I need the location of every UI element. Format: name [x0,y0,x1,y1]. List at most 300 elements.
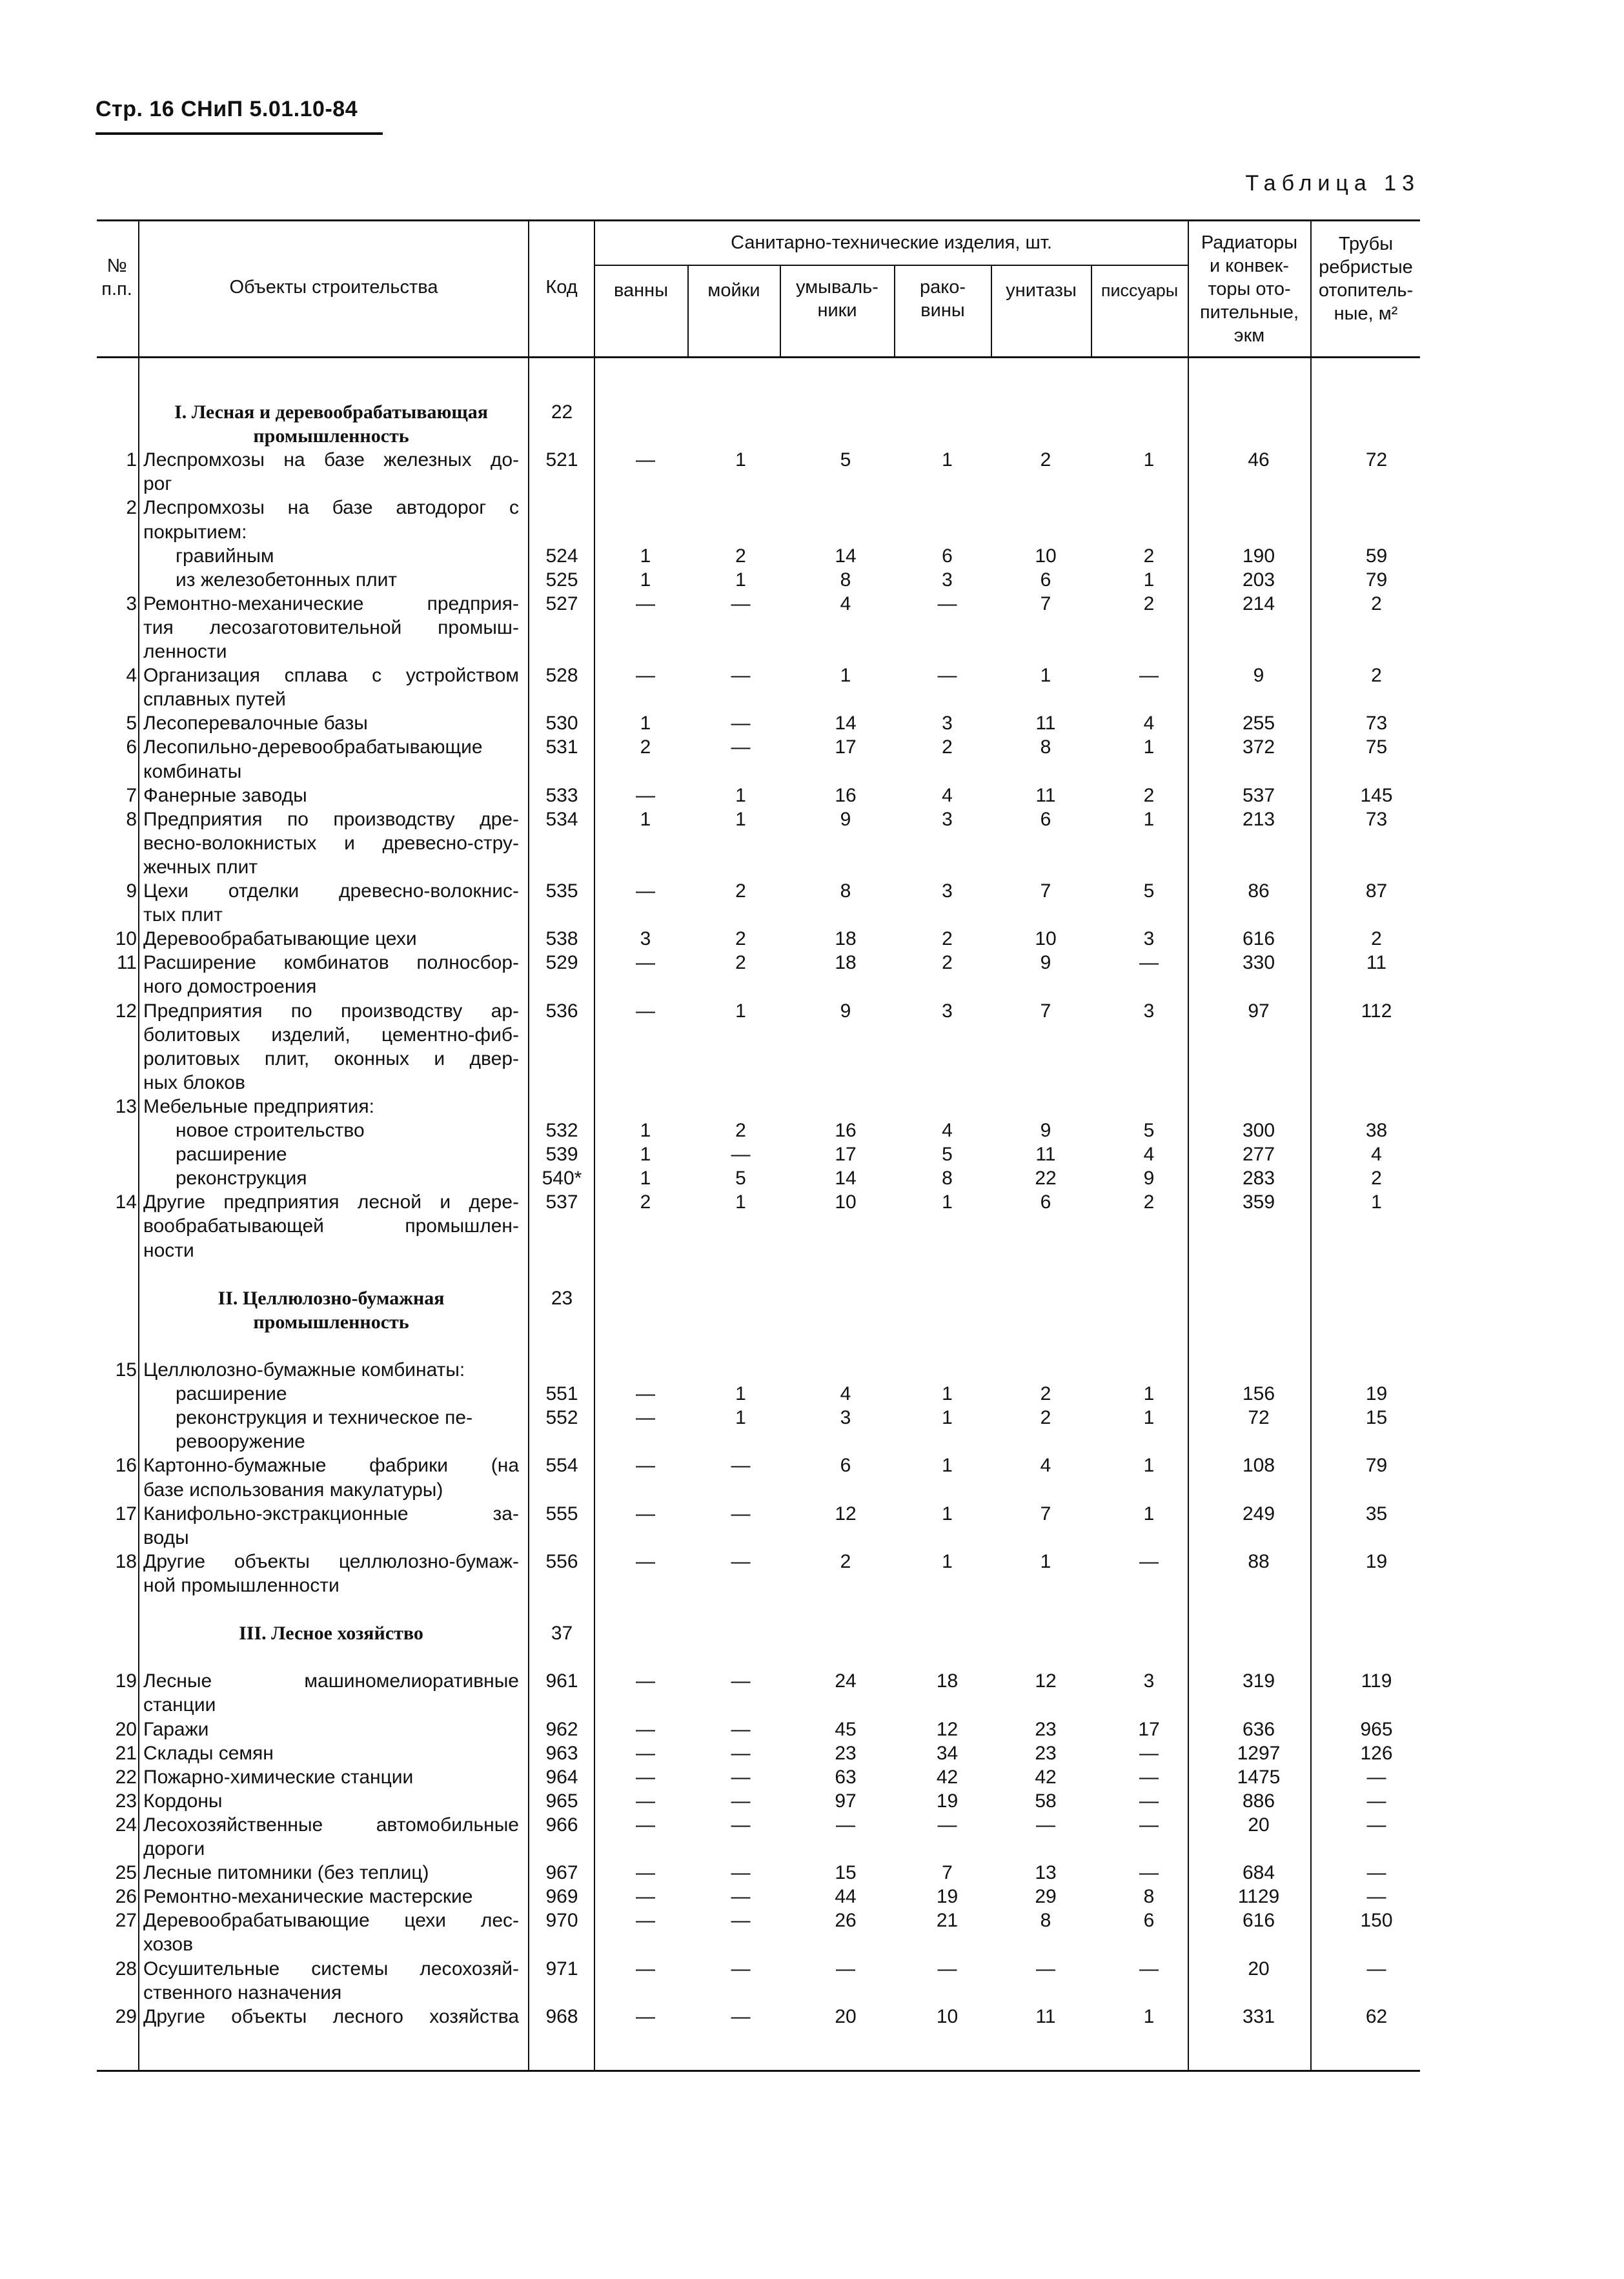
cell-radiators: 20 [1248,1814,1270,1836]
object-code: 23 [551,1287,573,1309]
cell-toilets: 8 [1040,736,1051,758]
cell-washbasins: 3 [840,1407,851,1429]
cell-sinks: 1 [735,1407,746,1429]
object-name: из железобетонных плит [176,569,398,591]
object-name: ной промышленности [143,1574,340,1596]
cell-baths: — [636,952,655,974]
cell-pipes: 150 [1360,1910,1393,1932]
cell-baths: 2 [640,736,651,758]
cell-radiators: 636 [1242,1718,1275,1740]
table-row [0,1382,1624,1406]
cell-lavatory-sinks: 1 [942,449,953,471]
cell-sinks: — [731,1766,751,1788]
table-row [0,1478,1624,1503]
cell-radiators: 88 [1248,1550,1270,1572]
cell-washbasins: 1 [840,665,851,687]
cell-washbasins: 4 [840,1383,851,1405]
cell-urinals: 2 [1143,593,1155,614]
table-row [0,1837,1624,1861]
cell-washbasins: 14 [835,713,857,734]
cell-sinks: 1 [735,784,746,806]
object-name: хозов [143,1934,194,1956]
header-num: № п.п. [101,256,132,299]
table-row [0,1813,1624,1838]
table-row [0,1453,1624,1478]
cell-washbasins: 10 [835,1191,857,1213]
cell-lavatory-sinks: 3 [942,713,953,734]
row-number: 21 [115,1742,137,1764]
table-row [0,903,1624,927]
cell-radiators: 97 [1248,1000,1270,1022]
table-row [0,1095,1624,1119]
cell-lavatory-sinks: 19 [936,1886,959,1908]
cell-radiators: 616 [1242,1910,1275,1932]
row-number: 4 [126,665,137,687]
cell-toilets: 23 [1035,1742,1057,1764]
cell-toilets: — [1036,1958,1055,1980]
object-name: Пожарно-химические станции [143,1766,414,1788]
table-row [0,1502,1624,1526]
cell-lavatory-sinks: 2 [942,928,953,950]
object-code: 963 [545,1742,578,1764]
cell-washbasins: 4 [840,593,851,614]
cell-washbasins: 18 [835,952,857,974]
cell-pipes: 119 [1361,1670,1392,1692]
cell-washbasins: 8 [840,569,851,591]
table-row [0,1909,1624,1933]
cell-washbasins: 9 [840,808,851,830]
cell-pipes: 75 [1365,736,1388,758]
cell-pipes: 72 [1365,449,1388,471]
cell-pipes: — [1366,1790,1386,1812]
table-row [0,424,1624,449]
cell-urinals: — [1139,1958,1159,1980]
table-row [0,711,1624,736]
cell-lavatory-sinks: 1 [942,1503,953,1524]
cell-toilets: 12 [1035,1670,1057,1692]
cell-baths: — [636,880,655,902]
table-row [0,1669,1624,1694]
object-name: Предприятия по производству дре- [143,808,519,830]
cell-toilets: 6 [1040,808,1051,830]
section-heading: II. Целлюлозно-бумажная [218,1287,445,1309]
object-code: 961 [545,1670,578,1692]
cell-lavatory-sinks: 3 [942,808,953,830]
object-name: ролитовых плит, оконных и двер- [143,1048,519,1069]
object-name: ленности [143,641,227,662]
cell-baths: — [636,593,655,614]
row-number: 13 [115,1095,137,1117]
table-top-rule [97,219,1420,221]
cell-urinals: — [1139,1790,1159,1812]
table-row [0,544,1624,569]
object-name: Цехи отделки древесно-волокнис- [143,880,519,902]
row-number: 19 [115,1670,137,1692]
table-row [0,1717,1624,1742]
spacer-row [0,1334,1624,1359]
cell-toilets: 10 [1035,545,1057,567]
cell-washbasins: 2 [840,1550,851,1572]
cell-lavatory-sinks: 4 [942,784,953,806]
cell-urinals: 3 [1143,1000,1155,1022]
row-number: 11 [116,952,137,974]
cell-radiators: 537 [1242,784,1275,806]
object-name: Другие предприятия лесной и дере- [143,1191,519,1213]
cell-sinks: 1 [735,569,746,591]
object-code: 533 [545,784,578,806]
section-heading: промышленность [253,425,409,447]
cell-urinals: 8 [1143,1886,1155,1908]
cell-pipes: 38 [1365,1120,1388,1141]
cell-pipes: 15 [1365,1407,1388,1429]
object-code: 524 [545,545,578,567]
cell-lavatory-sinks: 3 [942,1000,953,1022]
cell-urinals: 2 [1143,784,1155,806]
cell-urinals: 4 [1143,1144,1155,1166]
cell-radiators: 255 [1242,713,1275,734]
cell-pipes: 145 [1360,784,1393,806]
object-code: 534 [545,808,578,830]
object-name: Кордоны [143,1790,223,1812]
cell-washbasins: 14 [835,1168,857,1190]
row-number: 12 [115,1000,137,1022]
table-row [0,760,1624,784]
cell-radiators: 283 [1242,1168,1275,1190]
object-code: 37 [551,1623,573,1645]
cell-lavatory-sinks: 4 [942,1120,953,1141]
cell-lavatory-sinks: 18 [936,1670,959,1692]
cell-urinals: 1 [1143,808,1155,830]
cell-toilets: 6 [1040,569,1051,591]
cell-radiators: 684 [1242,1862,1275,1884]
row-number: 17 [115,1503,137,1524]
cell-sinks: — [731,1718,751,1740]
cell-toilets: 22 [1035,1168,1057,1190]
object-name: расширение [176,1383,287,1405]
cell-toilets: 2 [1040,1407,1051,1429]
cell-lavatory-sinks: 34 [936,1742,959,1764]
table-row [0,1693,1624,1717]
table-title: Таблица 13 [1245,171,1420,196]
object-code: 962 [545,1718,578,1740]
cell-toilets: 11 [1035,2005,1056,2027]
object-name: Расширение комбинатов полносбор- [143,952,519,974]
object-name: комбинаты [143,760,242,782]
cell-toilets: 11 [1035,784,1056,806]
cell-sinks: — [731,2005,751,2027]
table-row [0,1406,1624,1430]
cell-lavatory-sinks: — [937,593,957,614]
cell-urinals: 1 [1143,1383,1155,1405]
object-code: 555 [545,1503,578,1524]
cell-washbasins: 17 [835,736,857,758]
cell-lavatory-sinks: — [937,1958,957,1980]
object-name: тых плит [143,904,223,926]
cell-pipes: 126 [1360,1742,1393,1764]
header-bottom-rule [97,356,1420,358]
object-name: Канифольно-экстракционные за- [143,1503,519,1524]
row-number: 20 [115,1718,137,1740]
cell-radiators: 9 [1253,665,1264,687]
row-number: 28 [115,1958,137,1980]
cell-lavatory-sinks: 2 [942,736,953,758]
object-name: тия лесозаготовительной промыш- [143,616,519,638]
object-code: 965 [545,1790,578,1812]
cell-pipes: 2 [1371,928,1382,950]
cell-washbasins: 5 [840,449,851,471]
cell-sinks: — [731,1886,751,1908]
cell-pipes: 73 [1365,808,1388,830]
object-code: 537 [545,1191,578,1213]
object-name: Картонно-бумажные фабрики (на [143,1455,519,1477]
cell-urinals: — [1139,1814,1159,1836]
cell-pipes: 11 [1366,952,1387,974]
cell-pipes: 2 [1371,593,1382,614]
cell-radiators: 300 [1242,1120,1275,1141]
cell-lavatory-sinks: 1 [942,1407,953,1429]
object-code: 966 [545,1814,578,1836]
object-name: Деревообрабатывающие цехи лес- [143,1910,519,1932]
cell-urinals: 1 [1143,736,1155,758]
cell-lavatory-sinks: 21 [936,1910,959,1932]
cell-pipes: 59 [1365,545,1388,567]
cell-washbasins: 16 [835,1120,857,1141]
cell-baths: — [636,1670,655,1692]
cell-sinks: 5 [735,1168,746,1190]
cell-washbasins: 20 [835,2005,857,2027]
cell-toilets: 9 [1040,1120,1051,1141]
table-row [0,1358,1624,1383]
cell-sinks: — [731,1910,751,1932]
cell-toilets: 2 [1040,1383,1051,1405]
cell-sinks: 1 [735,449,746,471]
object-name: реконструкция [176,1168,307,1190]
cell-radiators: 1129 [1237,1886,1280,1908]
cell-sinks: 2 [735,952,746,974]
table-row [0,784,1624,808]
object-code: 554 [545,1455,578,1477]
spacer-row [0,1597,1624,1622]
object-code: 521 [545,449,578,471]
cell-urinals: 1 [1143,1503,1155,1524]
row-number: 8 [126,808,137,830]
cell-baths: — [636,1790,655,1812]
cell-lavatory-sinks: 42 [936,1766,959,1788]
table-row [0,1885,1624,1909]
cell-toilets: 11 [1035,1144,1056,1166]
cell-baths: — [636,1742,655,1764]
cell-baths: — [636,1958,655,1980]
cell-lavatory-sinks: 1 [942,1455,953,1477]
cell-sinks: — [731,1144,751,1166]
object-code: 969 [545,1886,578,1908]
object-name: Организация сплава с устройством [143,665,519,687]
cell-washbasins: 24 [835,1670,857,1692]
cell-baths: 1 [640,569,651,591]
object-name: Склады семян [143,1742,274,1764]
cell-washbasins: 6 [840,1455,851,1477]
cell-lavatory-sinks: — [937,1814,957,1836]
object-name: Мебельные предприятия: [143,1095,374,1117]
cell-lavatory-sinks: 6 [942,545,953,567]
cell-sinks: — [731,1670,751,1692]
cell-radiators: 214 [1242,593,1275,614]
cell-baths: 1 [640,545,651,567]
row-number: 9 [126,880,137,902]
cell-pipes: — [1366,1958,1386,1980]
table-row [0,520,1624,545]
cell-lavatory-sinks: 8 [942,1168,953,1190]
cell-baths: — [636,1407,655,1429]
object-name: воды [143,1526,189,1548]
table-row [0,640,1624,664]
table-row [0,1981,1624,2005]
table-row [0,1789,1624,1814]
object-name: ного домостроения [143,976,317,998]
cell-pipes: 87 [1365,880,1388,902]
cell-lavatory-sinks: 12 [936,1718,959,1740]
cell-radiators: 20 [1248,1958,1270,1980]
cell-radiators: 190 [1242,545,1275,567]
table-row [0,807,1624,832]
cell-urinals: 4 [1143,713,1155,734]
header-baths: ванны [613,280,669,301]
cell-radiators: 616 [1242,928,1275,950]
table-row [0,448,1624,472]
table-row [0,1741,1624,1766]
cell-washbasins: 18 [835,928,857,950]
cell-radiators: 319 [1242,1670,1275,1692]
cell-toilets: 2 [1040,449,1051,471]
cell-baths: 3 [640,928,651,950]
object-name: реконструкция и техническое пе- [176,1407,473,1429]
table-row [0,592,1624,616]
cell-sinks: — [731,713,751,734]
cell-urinals: 1 [1143,449,1155,471]
cell-washbasins: 12 [835,1503,857,1524]
section-heading: I. Лесная и деревообрабатывающая [174,401,488,423]
cell-baths: — [636,1910,655,1932]
cell-washbasins: 26 [835,1910,857,1932]
cell-baths: 1 [640,1168,651,1190]
cell-washbasins: 45 [835,1718,857,1740]
object-name: новое строительство [176,1120,365,1141]
cell-pipes: 965 [1360,1718,1393,1740]
object-code: 535 [545,880,578,902]
cell-toilets: 8 [1040,1910,1051,1932]
cell-urinals: 2 [1143,545,1155,567]
cell-radiators: 886 [1242,1790,1275,1812]
cell-sinks: 1 [735,1000,746,1022]
cell-pipes: 35 [1365,1503,1388,1524]
object-name: дороги [143,1838,205,1859]
table-row [0,472,1624,496]
object-code: 540* [542,1168,582,1190]
table-row [0,1166,1624,1191]
cell-baths: 2 [640,1191,651,1213]
cell-toilets: 58 [1035,1790,1057,1812]
cell-baths: 1 [640,713,651,734]
table-bottom-rule [97,2070,1420,2072]
table-row [0,1142,1624,1167]
object-code: 532 [545,1120,578,1141]
cell-radiators: 86 [1248,880,1270,902]
cell-baths: 1 [640,1120,651,1141]
cell-baths: — [636,2005,655,2027]
cell-urinals: — [1139,1742,1159,1764]
object-code: 967 [545,1862,578,1884]
cell-toilets: 7 [1040,593,1051,614]
object-name: Другие объекты лесного хозяйства [143,2005,519,2027]
cell-radiators: 213 [1242,808,1275,830]
object-name: Ремонтно-механические предприя- [143,593,519,614]
cell-baths: — [636,665,655,687]
header-urinals: писсуары [1101,281,1179,300]
cell-urinals: 17 [1138,1718,1160,1740]
cell-sinks: 2 [735,880,746,902]
row-number: 29 [115,2005,137,2027]
object-code: 556 [545,1550,578,1572]
row-number: 6 [126,736,137,758]
row-number: 18 [115,1550,137,1572]
cell-urinals: — [1139,1550,1159,1572]
cell-urinals: 9 [1143,1168,1155,1190]
cell-sinks: 1 [735,1191,746,1213]
header-sinks: мойки [707,280,760,301]
row-number: 27 [115,1910,137,1932]
object-name: покрытием: [143,521,247,543]
cell-washbasins: 9 [840,1000,851,1022]
section-heading: промышленность [253,1311,409,1333]
cell-baths: — [636,1550,655,1572]
cell-washbasins: 23 [835,1742,857,1764]
object-name: ственного назначения [143,1981,342,2003]
cell-pipes: — [1366,1886,1386,1908]
subgroup-rule [594,265,1188,266]
cell-baths: — [636,1862,655,1884]
cell-sinks: — [731,1742,751,1764]
cell-toilets: 29 [1035,1886,1057,1908]
object-code: 964 [545,1766,578,1788]
table-row [0,1574,1624,1598]
cell-urinals: 1 [1143,2005,1155,2027]
header-pipes: Трубы ребристые отопитель- ные, м² [1318,234,1414,324]
table-row [0,975,1624,999]
object-name: Осушительные системы лесохозяй- [143,1958,519,1980]
row-number: 16 [115,1455,137,1477]
row-number: 15 [115,1359,137,1381]
object-code: 551 [545,1383,578,1405]
cell-pipes: 4 [1371,1144,1382,1166]
table-row [0,1286,1624,1311]
cell-urinals: 5 [1143,1120,1155,1141]
cell-urinals: 3 [1143,928,1155,950]
object-name: Гаражи [143,1718,209,1740]
cell-toilets: 7 [1040,1503,1051,1524]
object-name: расширение [176,1144,287,1166]
cell-radiators: 46 [1248,449,1270,471]
cell-washbasins: 15 [835,1862,857,1884]
table-row [0,496,1624,520]
object-code: 968 [545,2005,578,2027]
object-name: станции [143,1694,216,1716]
header-object: Объекты строительства [229,277,438,298]
cell-toilets: 7 [1040,880,1051,902]
cell-baths: — [636,1814,655,1836]
object-code: 536 [545,1000,578,1022]
table-row [0,927,1624,951]
row-number: 2 [126,497,137,519]
